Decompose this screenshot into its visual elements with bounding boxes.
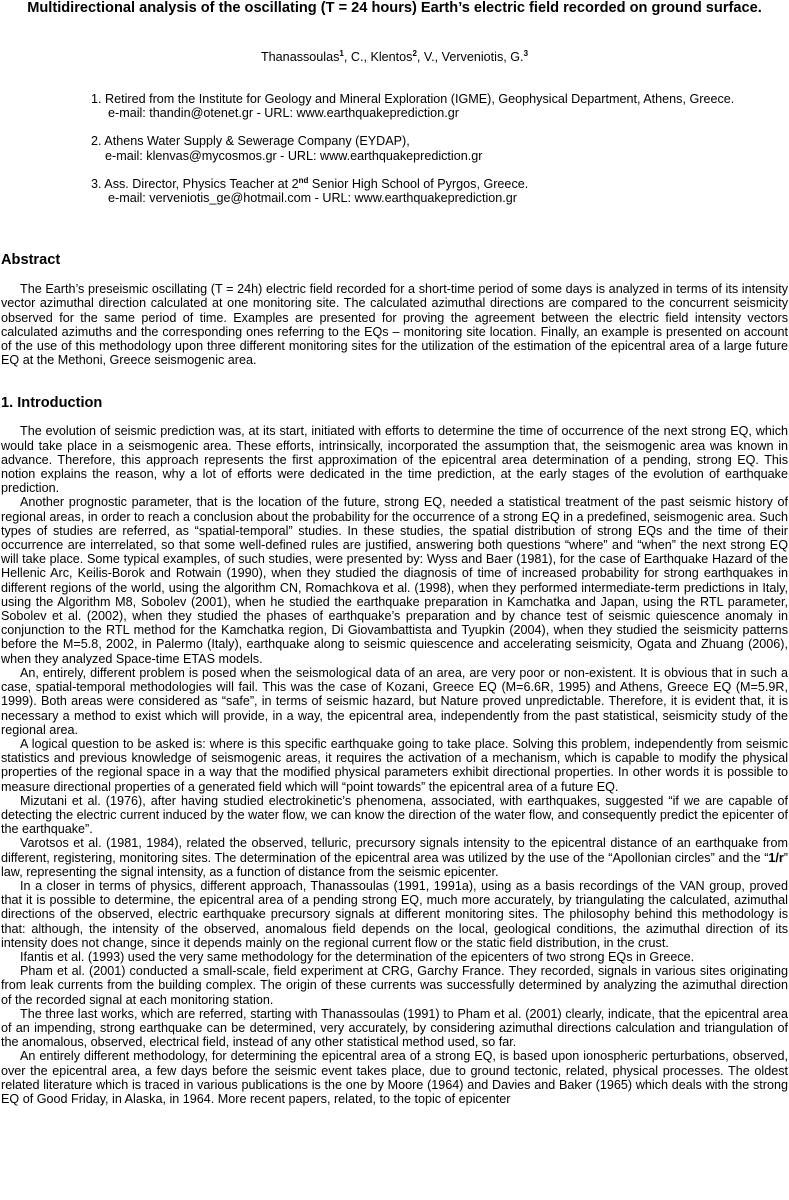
paper-title: Multidirectional analysis of the oscillating (T = 24 hours) Earth’s electric field recorded on ground surface.: [27, 0, 762, 16]
paragraph-text: ” law, representing the signal intensity, as a function of distance from the seismic epicenter.: [1, 850, 788, 879]
affiliation-contact: e-mail: klenvas@mycosmos.gr - URL: www.earthquakeprediction.gr: [105, 148, 483, 163]
author-name: Thanassoulas: [260, 50, 340, 64]
affiliation-text: Senior High School of Pyrgos, Greece.: [308, 176, 529, 191]
body-paragraph: Pham et al. (2001) conducted a small-scale, field experiment at CRG, Garchy France. They recorded, signals in various sites originating from leak currents from the building complex. The origin of these currents was successfully determined by analyzing the azimuthal direction of the recorded signal at each monitoring station.: [1, 964, 788, 1007]
abstract-body: [1, 282, 788, 367]
body-paragraph: The evolution of seismic prediction was, at its start, initiated with efforts to determine the time of occurrence of the next strong EQ, which would take place in a seismogenic area. These efforts, intrinsically, incorporated the assumption that, the seismogenic area was known in advance. Therefore, this approach represents the first approximation of the epicentral area determination of a pending, strong EQ. This notion explains the reason, why a lot of efforts were dedicated in the time prediction, at the early stages of the evolution of earthquake prediction.: [1, 424, 788, 496]
body-paragraph: In a closer in terms of physics, different approach, Thanassoulas (1991, 1991a), using as a basis recordings of the VAN group, proved that it is possible to determine, the epicentral area of a pending strong EQ, much more accurately, by triangulating the calculated, azimuthal directions of the observed, electric earthquake precursory signals at different monitoring sites. The philosophy behind this methodology is that: although, the intensity of the observed, anomalous field depends on the local, geological conditions, the azimuthal direction of its intensity does not change, since it depends mainly on the regional current flow or the static field distribution, in the crust.: [1, 878, 788, 950]
affiliation-contact: e-mail: verveniotis_ge@hotmail.com - URL: www.earthquakeprediction.gr: [108, 191, 517, 206]
paragraph-text: Varotsos et al. (1981, 1984), related the observed, telluric, precursory signals intensity to the epicentral distance of an earthquake from different, registering, monitoring sites. The determination of the epicentral area was utilized by the use of the “Apollonian circles” and the “: [1, 836, 788, 865]
author-line: [1, 50, 788, 64]
ordinal-suffix: nd: [298, 175, 309, 185]
affiliation-contact: e-mail: thandin@otenet.gr - URL: www.earthquakeprediction.gr: [108, 106, 459, 121]
affiliation-item: [1, 92, 788, 120]
body-paragraph: Another prognostic parameter, that is the location of the future, strong EQ, needed a statistical treatment of the past seismic history of regional areas, in order to reach a conclusion about the probability for the occurrence of a strong EQ in a predefined, seismogenic area. Such types of studies are referred, as “spatial-temporal” studies. In these studies, the spatial distribution of strong EQs and the time of their occurrence are interrelated, so that some well-defined rules are justified, answering both questions “where” and “when” the next strong EQ will take place. Some typical examples, of such studies, were presented by: Wyss and Baer (1981), for the case of Earthquake Hazard of the Hellenic Arc, Keilis-Borok and Rotwain (1990), when they studied the diagnosis of time of increased probability for strong earthquakes in different regions of the world, using the algorithm CN, Romachkova et al. (1998), when they performed intermediate-term predictions in Italy, using the Algorithm M8, Sobolev (2001), when he studied the earthquake preparation in Kamchatka and Japan, using the RTL parameter, Sobolev et al. (2002), when they studied the phases of earthquake’s preparation and by chance test of seismic quiescence anomaly in conjunction to the RTL method for the Kamchatka region, Di Giovambattista and Tyupkin (2004), when they studied the seismicity patterns before the M=5.8, 2002, in Palermo (Italy), earthquake along to seismic quiescence and accelerating seismicity, Ogata and Zhuang (2006), when they analyzed Space-time ETAS models.: [1, 495, 788, 666]
body-paragraph: [1, 836, 788, 879]
affiliation-item: [1, 177, 788, 205]
introduction-body: [1, 424, 788, 1106]
section-heading-introduction: 1. Introduction: [1, 395, 103, 412]
emphasis-text: 1/r: [768, 850, 784, 865]
affiliation-institution: 2. Athens Water Supply & Sewerage Company (EYDAP),: [91, 134, 410, 149]
affiliation-marker: 3: [523, 49, 529, 58]
affiliation-item: [1, 134, 788, 162]
affiliation-marker: 1: [339, 49, 344, 58]
body-paragraph: The three last works, which are referred, starting with Thanassoulas (1991) to Pham et al. (2001) clearly, indicate, that the epicentral area of an impending, strong earthquake can be determined, very accurately, by considering azimuthal directions calculation and triangulation of the anomalous, observed, electrical field, instead of any other statistical method used, so far.: [1, 1006, 788, 1050]
body-paragraph: Ifantis et al. (1993) used the very same methodology for the determination of the epicenters of two strong EQs in Greece.: [20, 949, 695, 964]
body-paragraph: An, entirely, different problem is posed when the seismological data of an area, are very poor or non-existent. It is obvious that in such a case, spatial-temporal methodologies will fail. This was the case of Kozani, Greece EQ (M=6.6R, 1995) and Athens, Greece EQ (M=5.9R, 1999). Both areas were considered as “safe”, in terms of seismic hazard, but Nature proved unpredictable. Therefore, it is evident that, it is necessary a method to exist which will provide, in a way, the epicentral area, independently from the past statistical, seismicity study of the regional area.: [1, 665, 788, 737]
author-name: , V., Verveniotis, G.: [416, 50, 524, 64]
affiliation-list: [1, 92, 788, 205]
affiliation-marker: 2: [412, 49, 417, 58]
abstract-paragraph: The Earth’s preseismic oscillating (T = 24h) electric field recorded for a short-time period of some days is analyzed in terms of its intensity vector azimuthal direction calculated at one monitoring site. The calculated azimuthal directions are compared to the concurrent seismicity observed for the same period of time. Examples are presented for proving the agreement between the electric field intensity vectors calculated azimuths and the corresponding ones referring to the EQs – monitoring site location. Finally, an example is presented on account of the use of this methodology upon three different monitoring sites for the utilization of the estimation of the epicentral area of a large future EQ at the Methoni, Greece seismogenic area.: [1, 282, 788, 368]
abstract-heading: Abstract: [1, 252, 61, 269]
author-name: , C., Klentos: [343, 50, 413, 64]
affiliation-institution: 1. Retired from the Institute for Geology and Mineral Exploration (IGME), Geophysical Department, Athens, Greece.: [91, 92, 735, 106]
body-paragraph: Mizutani et al. (1976), after having studied electrokinetic’s phenomena, associated, with earthquakes, suggested “if we are capable of detecting the electric current induced by the water flow, we can know the direction of the water flow, and consequently predict the epicenter of the earthquake”.: [1, 793, 788, 837]
affiliation-institution: [91, 177, 788, 191]
body-paragraph: An entirely different methodology, for determining the epicentral area of a strong EQ, is based upon ionospheric perturbations, observed, over the epicentral area, a few days before the seismic event takes place, due to ground tectonic, related, physical processes. The oldest related literature which is traced in various publications is the one by Moore (1964) and Davies and Baker (1965) which deals with the strong EQ of Good Friday, in Alaska, in 1964. More recent papers, related, to the topic of epicenter: [1, 1049, 788, 1106]
body-paragraph: A logical question to be asked is: where is this specific earthquake going to take place. Solving this problem, independently from seismic statistics and previous knowledge of seismogenic areas, it requires the activation of a mechanism, which is capable to modify the physical properties of the regional space in a way that the modified physical parameters exhibit directional properties. In other words it is possible to measure directional properties of a generated field which will “point towards” the epicentral area of a future EQ.: [1, 736, 788, 794]
affiliation-text: 3. Ass. Director, Physics Teacher at 2: [91, 176, 299, 191]
